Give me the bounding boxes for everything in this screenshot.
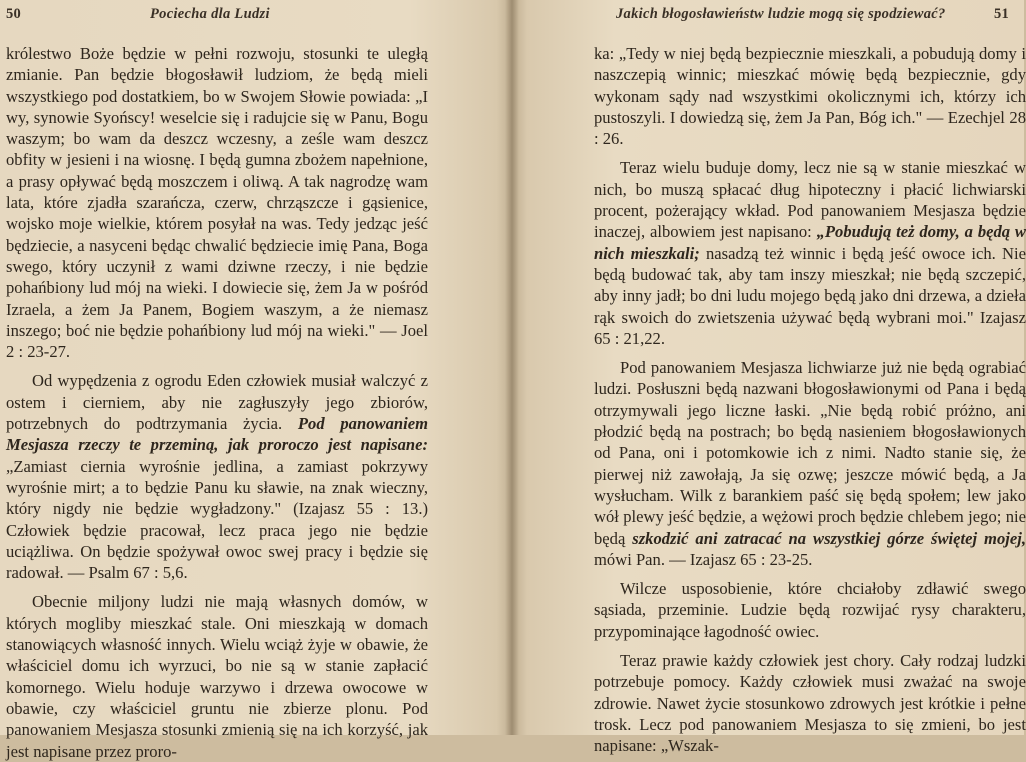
text-segment: Teraz wielu buduje domy, lecz nie są w stanie mieszkać w nich, bo muszą spłacać dług hipoteczny i płacić lichwiarski procent, pożerający wkład. Pod panowaniem Mesjasza będzie inaczej, albowiem jest napisano: <box>594 158 1026 242</box>
book-gutter <box>505 0 519 735</box>
paragraph-spacer <box>6 362 428 370</box>
paragraph <box>594 650 1026 756</box>
paragraph <box>6 43 428 362</box>
page-body <box>6 43 428 762</box>
paragraph-spacer <box>594 349 1026 357</box>
running-title: Pociecha dla Ludzi <box>150 6 270 22</box>
text-segment: Teraz prawie każdy człowiek jest chory. Cały rodzaj ludzki potrzebuje pomocy. Każdy człowiek musi zważać na swoje zdrowie. Nawet życie stosunkowo zdrowych jest krótkie i pełne trosk. Lecz pod panowaniem Mesjasza to się zmieni, bo jest napisane: „Wszak- <box>594 651 1026 756</box>
page-body <box>594 43 1026 757</box>
text-segment: nasadzą też winnic i będą jeść owoce ich. Nie będą budować tak, aby tam inszy mieszkał; nie będą szczepić, aby inny jadł; bo dni ludu mojego będą jako dni drzewa, a dzieła rąk swoich do zwietszenia używać będą wybrani moi." Izajasz 65 : 21,22. <box>594 243 1026 348</box>
paragraph <box>594 157 1026 349</box>
text-segment: „Zamiast ciernia wyrośnie jedlina, a zamiast pokrzywy wyrośnie mirt; a to będzie Panu ku sławie, na znak wieczny, który nigdy nie będzie wygładzony." (Izajasz 55 : 13.) Człowiek będzie pracował, lecz praca jego nie będzie uciążliwa. On będzie spożywał owoc swej pracy i będzie się radował. — Psalm 67 : 5,6. <box>6 456 428 583</box>
paragraph <box>594 43 1026 149</box>
running-title: Jakich błogosławieństw ludzie mogą się spodziewać? <box>616 6 946 22</box>
paragraph-spacer <box>594 149 1026 157</box>
paragraph-spacer <box>594 642 1026 650</box>
page-number: 51 <box>994 6 1010 22</box>
text-segment: królestwo Boże będzie w pełni rozwoju, stosunki te uległą zmianie. Pan będzie błogosławił ludziom, że będą mieli wszystkiego pod dostatkiem, bo w Swojem Słowie powiada: „I wy, synowie Syońscy! weselcie się i radujcie się w Panu, Bogu waszym; bo wam da deszcz wczesny, a ześle wam deszcz obfity w jesieni i na wiosnę. I będą gumna zbożem napełnione, a prasy opływać będą moszczem i oliwą. A tak nagrodzę wam lata, które zjadła szarańcza, czerw, chrząszcze i gąsienice, wojsko moje wielkie, którem posyłał na was. Tedy jedząc jeść będziecie, a nasyceni będąc chwalić będziecie imię Pana, Boga swego, który uczynił z wami dziwne rzeczy, i nie będzie pohańbiony lud mój na wieki. I dowiecie się, żem Ja w pośród Izraela, a żem Ja Panem, Bogiem waszym, a że niemasz inszego; boć nie będzie pohańbiony lud mój na wieki." — Joel 2 : 23-27. <box>6 44 428 362</box>
page-number: 50 <box>6 6 22 22</box>
paragraph <box>594 578 1026 642</box>
emphasized-text: Pod panowaniem Mesjasza rzeczy te przeminą, jak proroczo jest napisane: <box>6 414 428 455</box>
text-segment: Pod panowaniem Mesjasza lichwiarze już nie będą ograbiać ludzi. Posłuszni będą nazwani błogosławionymi od Pana i będą otrzymywali jego liczne łaski. „Nie będą robić próżno, ani płodzić będą na postrach; bo będą nasieniem błogosławionych od Pana, oni i potomkowie ich z nimi. Nadto stanie się, że pierwej niż zawołają, Ja się ozwę; jeszcze mówić będą, a Ja wysłucham. Wilk z barankiem paść się będą społem; lew jako wół plewy jeść będzie, a wężowi proch będzie chlebem jego; nie będą <box>594 358 1026 548</box>
emphasized-text: szkodzić ani zatracać na wszystkiej górze świętej mojej, <box>632 528 1026 548</box>
paragraph-spacer <box>6 583 428 591</box>
right-page <box>512 0 1026 756</box>
text-segment: ka: „Tedy w niej będą bezpiecznie mieszkali, a pobudują domy i naszczepią winnic; mieszkać mówię będą bezpiecznie, gdy wykonam sądy nad wszystkimi okolicznymi ich, którzy ich pustoszyli. I dowiedzą się, żem Ja Pan, Bóg ich." — Ezechjel 28 : 26. <box>594 44 1026 149</box>
text-segment: Obecnie miljony ludzi nie mają własnych domów, w których mogliby mieszkać stale. Oni mieszkają w domach stanowiących własność innych. Wielu wciąż żyje w obawie, że właściciel domu ich wyrzuci, bo nie są w stanie zapłacić komornego. Wielu hoduje warzywo i drzewa owocowe w obawie, czy właściciel gruntu nie zbierze plonu. Pod panowaniem Mesjasza stosunki zmienią się na ich korzyść, jak jest napisane przez proro- <box>6 592 428 761</box>
text-segment: mówi Pan. — Izajasz 65 : 23-25. <box>594 549 813 569</box>
paragraph-spacer <box>594 570 1026 578</box>
text-segment: Wilcze usposobienie, które chciałoby zdławić swego sąsiada, przeminie. Ludzie będą rozwijać rysy charakteru, przypominające łagodność owiec. <box>594 579 1026 641</box>
paragraph <box>594 357 1026 570</box>
paragraph <box>6 370 428 583</box>
text-segment: Od wypędzenia z ogrodu Eden człowiek musiał walczyć z ostem i cierniem, aby nie zagłuszyły jego zbiorów, potrzebnych do podtrzymania życia. <box>6 371 428 434</box>
emphasized-text: „Pobudują też domy, a będą w nich mieszkali; <box>594 222 1026 263</box>
left-page <box>0 0 512 761</box>
paragraph <box>6 591 428 761</box>
